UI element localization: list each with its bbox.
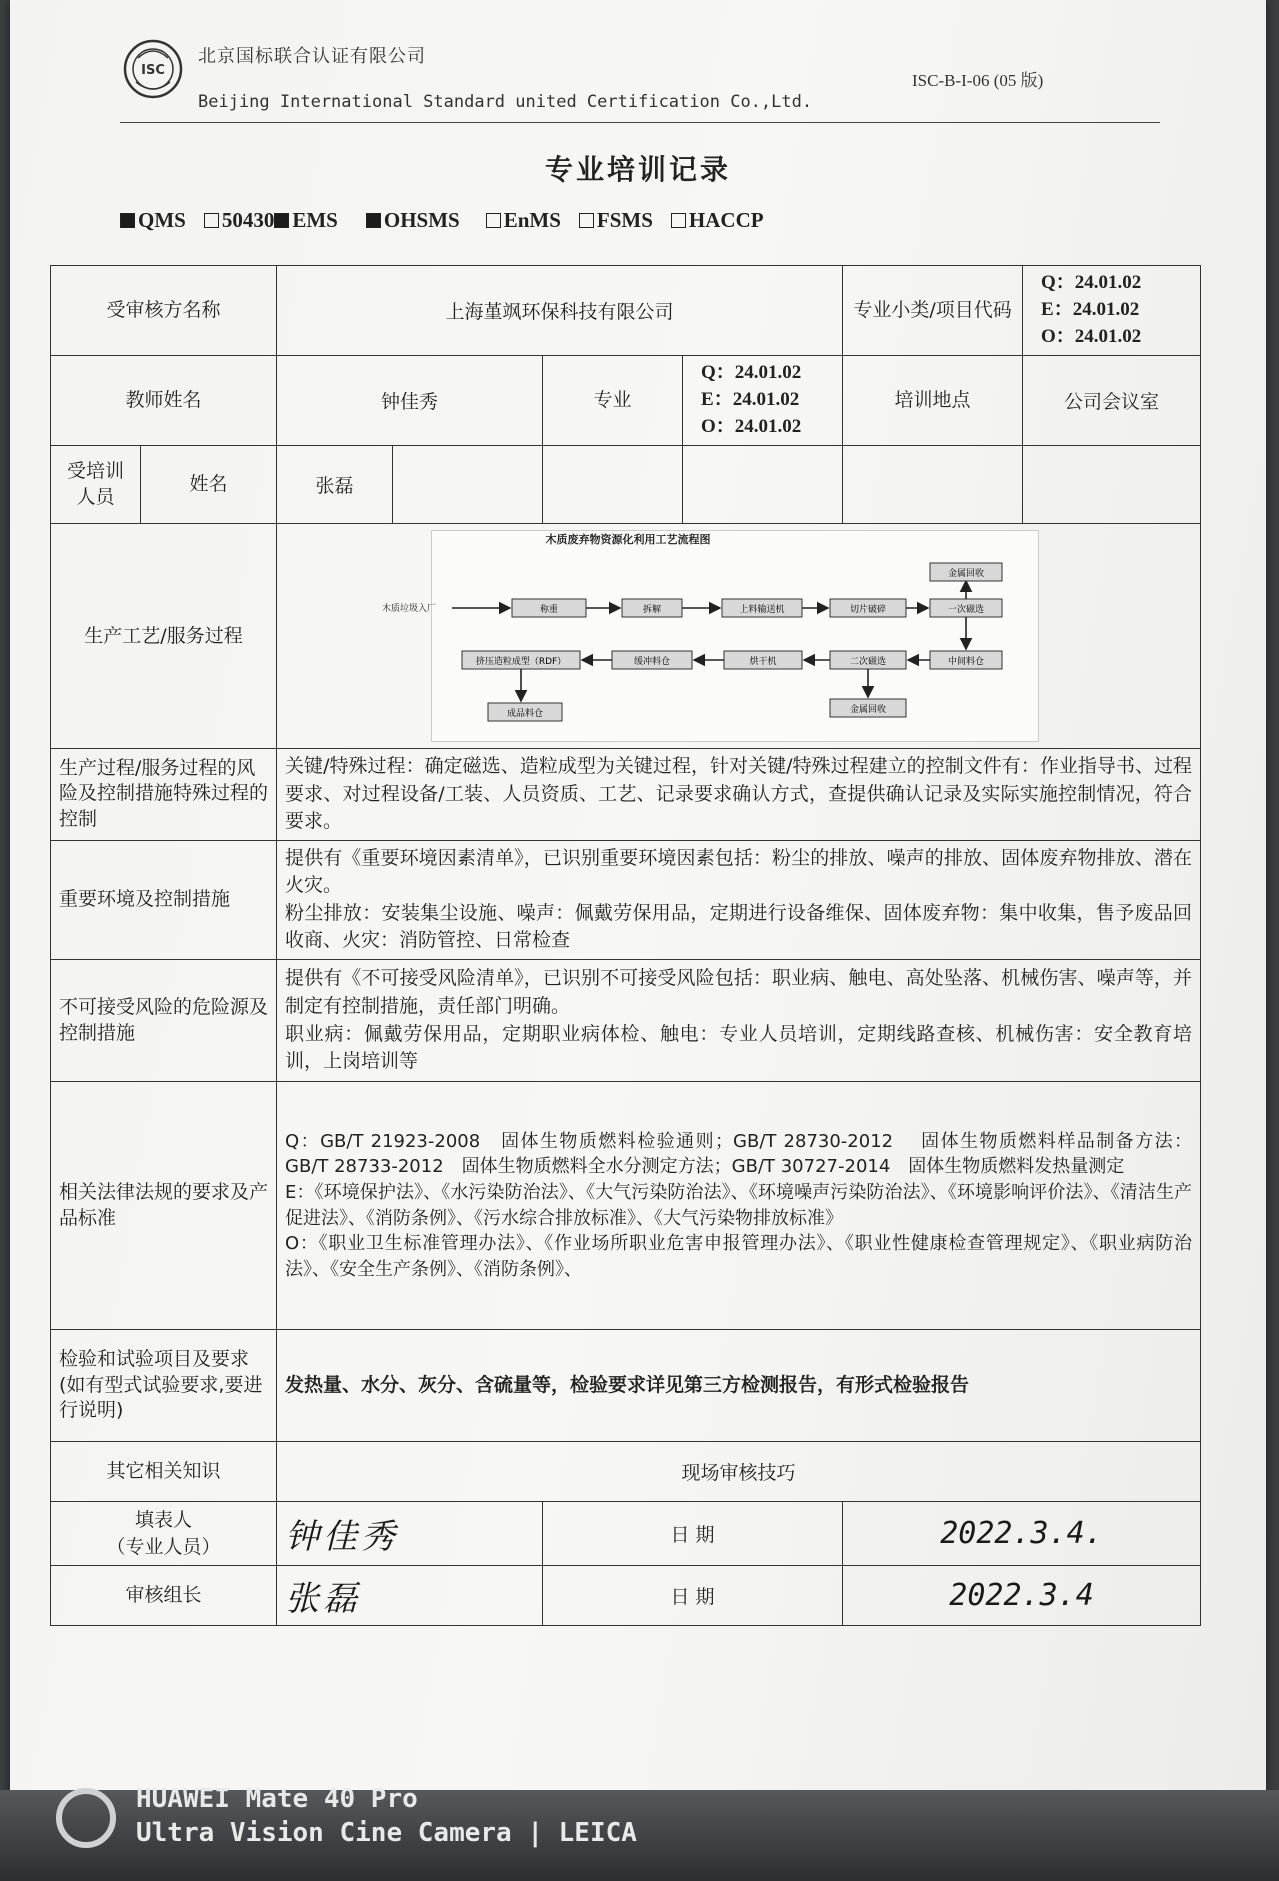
hazard-text-1: 提供有《不可接受风险清单》，已识别不可接受风险包括：职业病、触电、高处坠落、机械伤害、噪声等，并制定有控制措施，责任部门明确。 [285, 967, 1193, 1017]
row-test [51, 1330, 1201, 1442]
law-label: 相关法律法规的要求及产品标准 [51, 1082, 277, 1330]
row-process [51, 523, 1201, 748]
system-fsms[interactable] [579, 208, 653, 233]
category-label: 专业小类/项目代码 [843, 266, 1023, 356]
leader-signature-text: 张磊 [285, 1579, 362, 1619]
filler-signature-text: 钟佳秀 [285, 1517, 400, 1557]
law-text-q: Q：GB/T 21923-2008 固体生物质燃料检验通则；GB/T 28730-2012 固体生物质燃料样品制备方法： GB/T 28733-2012 固体生物质燃料全水分测定方法；GB/T 30727-2014 固体生物质燃料发热量测定 [285, 1130, 1193, 1178]
row-law [51, 1082, 1201, 1330]
auditee-label: 受审核方名称 [51, 266, 277, 356]
company-name-en: Beijing International Standard united Certification Co.,Ltd. [198, 92, 813, 112]
camera-watermark-line1: HUAWEI Mate 40 Pro [136, 1784, 418, 1814]
document-title: 专业培训记录 [544, 153, 731, 186]
hazard-text[interactable] [277, 960, 1201, 1082]
checkbox-checked-icon [274, 213, 289, 228]
hazard-text-2: 职业病：佩戴劳保用品，定期职业病体检、触电：专业人员培训，定期线路查核、机械伤害：安全教育培训，上岗培训等 [285, 1022, 1193, 1073]
date-value-1-text: 2022.3.4. [940, 1516, 1103, 1551]
flow-title: 木质废弃物资源化利用工艺流程图 [545, 532, 711, 546]
law-text-e: E：《环境保护法》、《水污染防治法》、《大气污染防治法》、《环境噪声污染防治法》、《环境影响评价法》、《清洁生产促进法》、《消防条例》、《污水综合排放标准》、《大气污染物排放标准》 [285, 1181, 1193, 1229]
env-text-1: 提供有《重要环境因素清单》，已识别重要环境因素包括：粉尘的排放、噪声的排放、固体废弃物排放、潜在火灾。 [285, 846, 1193, 897]
logo-text: ISC [141, 63, 165, 78]
date-label-1: 日 期 [543, 1502, 843, 1566]
process-flow-diagram [382, 530, 1039, 742]
isc-logo [122, 38, 184, 100]
system-haccp[interactable] [671, 208, 764, 233]
row-filler [51, 1502, 1201, 1566]
major-code-o: O：24.01.02 [701, 415, 802, 437]
row-auditee [51, 266, 1201, 356]
flow-step-silo-label: 中间料仓 [948, 656, 985, 667]
system-label: FSMS [596, 208, 653, 232]
hazard-label: 不可接受风险的危险源及控制措施 [51, 960, 277, 1082]
flow-step-product-label: 成品料仓 [507, 708, 544, 719]
header-divider [120, 122, 1160, 123]
trainee-name-2[interactable] [393, 445, 543, 523]
system-50430[interactable] [204, 208, 275, 233]
system-ohsms[interactable] [366, 208, 460, 233]
flow-step-dryer-label: 烘干机 [749, 656, 777, 667]
paper-sheet [10, 0, 1266, 1800]
flow-step-metal2-label: 金属回收 [850, 704, 887, 715]
system-label: QMS [138, 208, 186, 232]
camera-watermark-line2: Ultra Vision Cine Camera | LEICA [136, 1818, 637, 1848]
flow-step-conveyor-label: 上料输送机 [739, 604, 785, 615]
trainee-name-5[interactable] [843, 445, 1023, 523]
test-text[interactable]: 发热量、水分、灰分、含硫量等，检验要求详见第三方检测报告，有形式检验报告 [277, 1330, 1201, 1442]
env-text[interactable] [277, 840, 1201, 959]
checkbox-empty-icon [579, 213, 594, 228]
flow-step-pellet-label: 挤压造粒成型（RDF） [475, 656, 567, 667]
system-label: EnMS [503, 208, 561, 232]
leader-signature[interactable] [277, 1566, 543, 1626]
other-value[interactable]: 现场审核技巧 [277, 1442, 1201, 1502]
leader-label: 审核组长 [51, 1566, 277, 1626]
category-code-q: Q：24.01.02 [1041, 272, 1142, 293]
major-code-q: Q：24.01.02 [701, 361, 802, 383]
system-label: HACCP [688, 208, 764, 232]
filler-label-line2: （专业人员） [106, 1535, 221, 1558]
row-trainees [51, 445, 1201, 523]
flow-step-buffer-label: 缓冲料仓 [634, 656, 671, 667]
row-hazard [51, 960, 1201, 1082]
law-text-o: O：《职业卫生标准管理办法》、《作业场所职业危害申报管理办法》、《职业性健康检查管理规定》、《职业病防治法》、《安全生产条例》、《消防条例》、 [285, 1233, 1193, 1280]
trainee-label-line1: 受培训 [66, 459, 124, 482]
checkbox-empty-icon [486, 213, 501, 228]
system-qms[interactable] [120, 208, 186, 233]
auditee-value[interactable]: 上海堇飒环保科技有限公司 [277, 266, 843, 356]
management-system-checkboxes [120, 208, 782, 233]
flow-diagram-svg [382, 531, 1038, 741]
flow-step-magnet2-label: 二次磁选 [850, 656, 887, 667]
checkbox-checked-icon [366, 213, 381, 228]
system-label: OHSMS [383, 208, 460, 232]
flow-step-chip-label: 切片破碎 [850, 604, 887, 615]
trainee-name-6[interactable] [1023, 445, 1201, 523]
location-value[interactable]: 公司会议室 [1023, 355, 1201, 445]
system-label: 50430 [221, 208, 275, 232]
row-teacher [51, 355, 1201, 445]
row-other [51, 1442, 1201, 1502]
trainee-label-line2: 人员 [76, 486, 115, 509]
trainee-name-3[interactable] [543, 445, 683, 523]
flow-step-magnet1-label: 一次磁选 [948, 604, 985, 615]
trainee-label [51, 445, 141, 523]
camera-ring-icon [56, 1788, 116, 1848]
process-label: 生产工艺/服务过程 [51, 523, 277, 748]
row-leader [51, 1566, 1201, 1626]
teacher-value[interactable]: 钟佳秀 [277, 355, 543, 445]
flow-step-dismantle-label: 拆解 [643, 604, 662, 615]
category-code-e: E：24.01.02 [1041, 298, 1140, 320]
date-value-1[interactable] [843, 1502, 1201, 1566]
checkbox-empty-icon [204, 213, 219, 228]
trainee-name-1[interactable]: 张磊 [277, 445, 393, 523]
checkbox-empty-icon [671, 213, 686, 228]
document-code: ISC-B-I-06 (05 版) [912, 71, 1044, 90]
risk-label: 生产过程/服务过程的风险及控制措施特殊过程的控制 [51, 748, 277, 840]
flow-step-weigh-label: 称重 [540, 604, 559, 615]
category-codes[interactable] [1023, 266, 1201, 356]
training-record-table [50, 265, 1201, 1626]
category-code-o: O：24.01.02 [1041, 325, 1142, 347]
teacher-label: 教师姓名 [51, 355, 277, 445]
system-ems[interactable] [274, 208, 338, 233]
trainee-name-4[interactable] [683, 445, 843, 523]
checkbox-checked-icon [120, 213, 135, 228]
other-label: 其它相关知识 [51, 1442, 277, 1502]
row-environment [51, 840, 1201, 959]
date-value-2[interactable] [843, 1566, 1201, 1626]
flow-step-metal1-label: 金属回收 [948, 568, 985, 579]
risk-text[interactable]: 关键/特殊过程：确定磁选、造粒成型为关键过程，针对关键/特殊过程建立的控制文件有：作业指导书、过程要求、对过程设备/工装、人员资质、工艺、记录要求确认方式，查提供确认记录及实际实施控制情况，符合要求。 [277, 748, 1201, 840]
company-name-cn: 北京国标联合认证有限公司 [198, 46, 426, 67]
location-label: 培训地点 [843, 355, 1023, 445]
law-text[interactable] [277, 1082, 1201, 1330]
filler-label [51, 1502, 277, 1566]
major-code-e: E：24.01.02 [701, 388, 800, 410]
row-risk [51, 748, 1201, 840]
trainee-name-label: 姓名 [141, 445, 277, 523]
test-label: 检验和试验项目及要求(如有型式试验要求,要进行说明) [51, 1330, 277, 1442]
flow-step-entry: 木质垃圾入厂 [382, 603, 437, 614]
process-flow-cell [277, 523, 1201, 748]
date-value-2-text: 2022.3.4 [949, 1578, 1094, 1613]
env-label: 重要环境及控制措施 [51, 840, 277, 959]
filler-label-line1: 填表人 [135, 1508, 193, 1531]
filler-signature[interactable] [277, 1502, 543, 1566]
major-label: 专业 [543, 355, 683, 445]
date-label-2: 日 期 [543, 1566, 843, 1626]
env-text-2: 粉尘排放：安装集尘设施、噪声：佩戴劳保用品，定期进行设备维保、固体废弃物：集中收集，售予废品回收商、火灾：消防管控、日常检查 [285, 901, 1193, 952]
system-label: EMS [292, 208, 338, 232]
system-enms[interactable] [486, 208, 561, 233]
major-codes[interactable] [683, 355, 843, 445]
